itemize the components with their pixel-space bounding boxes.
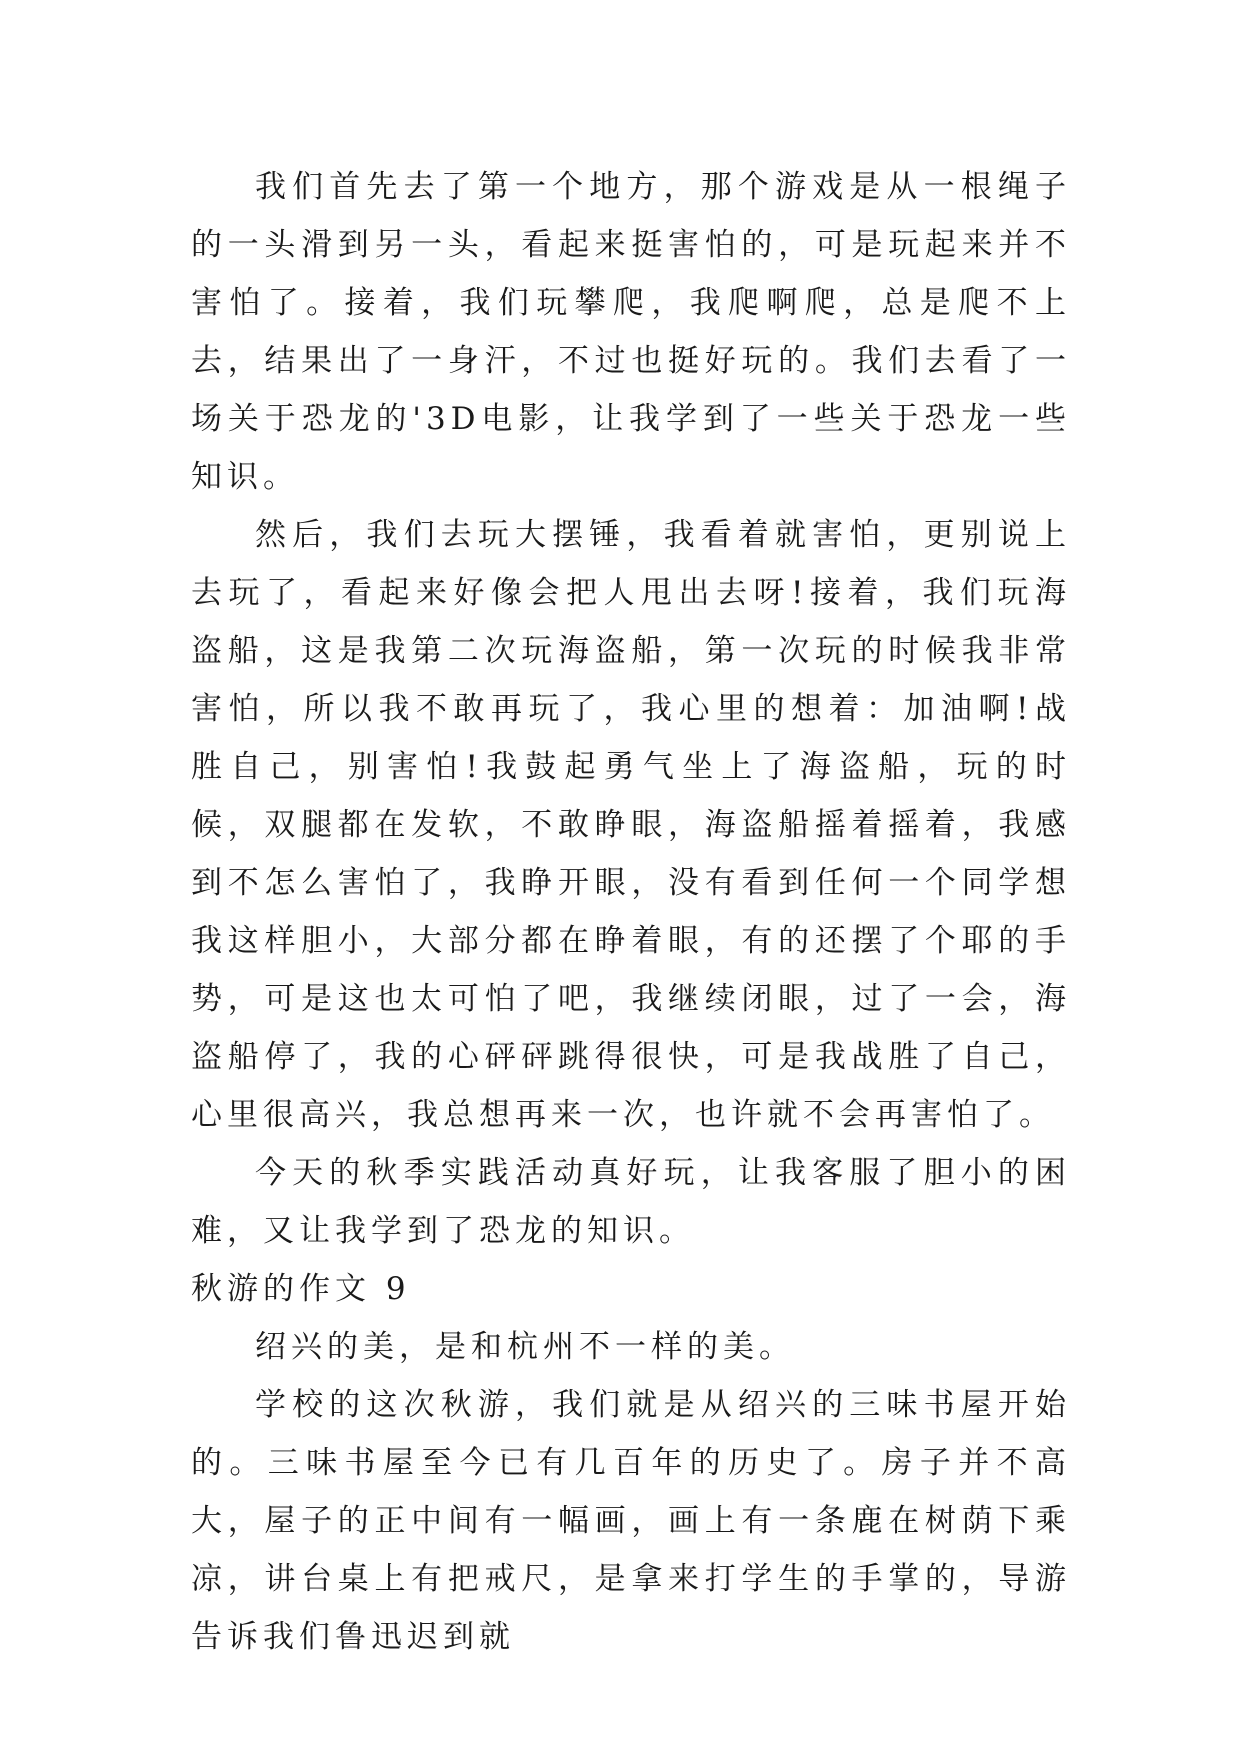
paragraph-3: 今天的秋季实践活动真好玩，让我客服了胆小的困难，又让我学到了恐龙的知识。 <box>191 1155 1071 1249</box>
paragraph-1: 我们首先去了第一个地方，那个游戏是从一根绳子的一头滑到另一头，看起来挺害怕的，可是玩起来并不害怕了。接着，我们玩攀爬，我爬啊爬，总是爬不上去，结果出了一身汗，不过也挺好玩的。我们去看了一场关于恐龙的'3D电影，让我学到了一些关于恐龙一些知识。 <box>191 169 1071 495</box>
paragraph-5: 学校的这次秋游，我们就是从绍兴的三味书屋开始的。三味书屋至今已有几百年的历史了。房子并不高大，屋子的正中间有一幅画，画上有一条鹿在树荫下乘凉，讲台桌上有把戒尺，是拿来打学生的手掌的，导游告诉我们鲁迅迟到就 <box>191 1387 1071 1655</box>
document-body <box>191 158 1071 1666</box>
paragraph-4: 绍兴的美，是和杭州不一样的美。 <box>255 1329 795 1365</box>
section-title: 秋游的作文 9 <box>191 1271 411 1307</box>
paragraph-2: 然后，我们去玩大摆锤，我看着就害怕，更别说上去玩了，看起来好像会把人甩出去呀!接着，我们玩海盗船，这是我第二次玩海盗船，第一次玩的时候我非常害怕，所以我不敢再玩了，我心里的想着：加油啊!战胜自己，别害怕!我鼓起勇气坐上了海盗船，玩的时候，双腿都在发软，不敢睁眼，海盗船摇着摇着，我感到不怎么害怕了，我睁开眼，没有看到任何一个同学想我这样胆小，大部分都在睁着眼，有的还摆了个耶的手势，可是这也太可怕了吧，我继续闭眼，过了一会，海盗船停了，我的心砰砰跳得很快，可是我战胜了自己，心里很高兴，我总想再来一次，也许就不会再害怕了。 <box>191 517 1071 1133</box>
